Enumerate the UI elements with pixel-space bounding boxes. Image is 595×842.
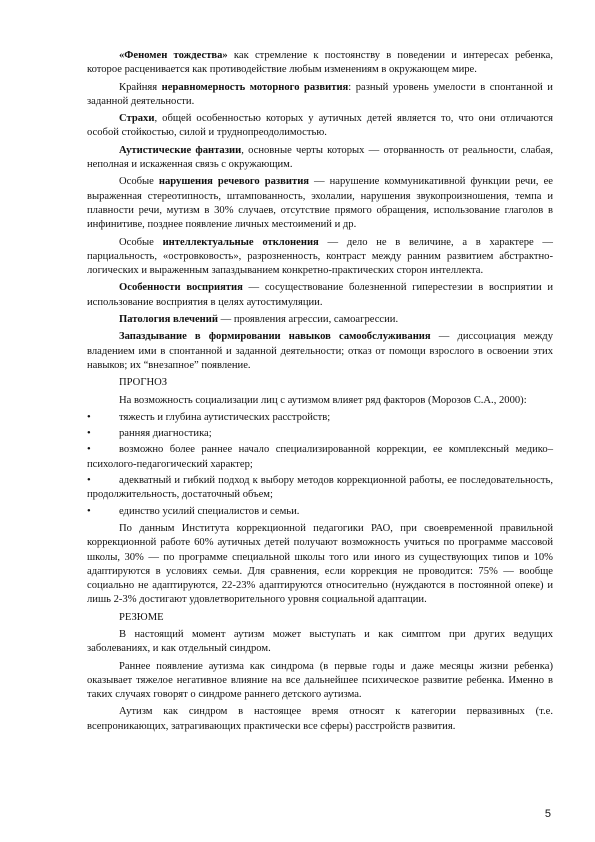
bullet-icon: • (87, 428, 91, 440)
paragraph-fears: Страхи, общей особенностью которых у аутичных детей является то, что они отличаются особой стойкостью, силой и труднопреодолимостью. (87, 113, 553, 139)
term-bold: Страхи (119, 113, 155, 125)
bullet-icon: • (87, 505, 91, 517)
paragraph-statistics: По данным Института коррекционной педагогики РАО, при своевременной правильной коррекционной работе 60% аутичных детей получают возможность учиться по программе массовой школы, 30% — по программе специальной школы того или иного из существующих типов и 10% адаптируются в условиях семьи. Для сравнения, если коррекция не проводится: 75% — вообще социально не адаптируются, 22-23% адаптируются относительно (нуждаются в постоянной опеке) и лишь 2-3% достигают удовлетворительного уровня социальной адаптации. (87, 522, 553, 606)
term-bold: Патология влечений (119, 314, 218, 326)
paragraph-selfcare: Запаздывание в формировании навыков самообслуживания — диссоциация между владением ими в спонтанной и заданной деятельности; отказ от помощи взрослого в освоении этих навыков; их “внезапное” появление. (87, 331, 553, 371)
paragraph-perception: Особенности восприятия — сосуществование болезненной гиперестезии в восприятии и использование восприятия в целях аутостимуляции. (87, 282, 553, 308)
term-bold: Аутистические фантазии (119, 144, 242, 156)
bullet-icon: • (87, 444, 91, 456)
list-item: • ранняя диагностика; (87, 427, 553, 441)
list-item: • тяжесть и глубина аутистических расстройств; (87, 411, 553, 425)
paragraph-intellect: Особые интеллектуальные отклонения — дело не в величине, а в характере — парциальность, «островковость», разрозненность, контраст между ранним развитием абстрактно-логических и выраженным запаздыванием конкретно-практических сторон интеллекта. (87, 236, 553, 277)
paragraph-feomen: «Феномен тождества» как стремление к постоянству в поведении и интересах ребенка, которое расценивается как противодействие любым изменениям в окружающем мире. (87, 50, 553, 76)
paragraph-summary-1: В настоящий момент аутизм может выступать и как симптом при других ведущих заболеваниях, и как отдельный синдром. (87, 628, 553, 655)
bullet-icon: • (87, 411, 91, 423)
term-bold: Особенности восприятия (119, 282, 243, 294)
page-content (87, 49, 553, 737)
term-bold: Запаздывание в формировании навыков самообслуживания (119, 331, 431, 343)
paragraph-motor: Крайняя неравномерность моторного развития: разный уровень умелости в спонтанной и заданной деятельности. (87, 81, 553, 107)
term-bold: нарушения речевого развития (158, 176, 310, 188)
paragraph-speech: Особые нарушения речевого развития — нарушение коммуникативной функции речи, ее выраженная стереотипность, штампованность, эхолалии, нарушения звукопроизношения, темпа и плавности речи, мутизм в 30% случаев, отсутствие прямого обращения, использование глаголов в инфинитиве, позднее появление личных местоимений и др. (87, 176, 553, 231)
paragraph-factors-intro: На возможность социализации лиц с аутизмом влияет ряд факторов (Морозов С.А., 2000): (119, 394, 527, 406)
list-item: • адекватный и гибкий подход к выбору методов коррекционной работы, ее последовательность, продолжительность, достаточный объем; (87, 475, 553, 501)
list-item: • возможно более раннее начало специализированной коррекции, ее комплексный медико–психолого-педагогический характер; (87, 444, 553, 470)
list-item: • единство усилий специалистов и семьи. (87, 505, 553, 519)
term-bold: «Феномен тождества» (119, 50, 228, 61)
page-number: 5 (544, 808, 551, 820)
term-bold: интеллектуальные отклонения (162, 236, 319, 248)
factors-list (87, 411, 553, 519)
paragraph-summary-3: Аутизм как синдром в настоящее время относят к категории первазивных (т.е. всепроникающих, затрагивающих практически все сферы) расстройств развития. (87, 706, 553, 732)
bullet-icon: • (87, 475, 91, 487)
heading-prognosis: ПРОГНОЗ (119, 377, 168, 389)
paragraph-summary-2: Раннее появление аутизма как синдрома (в первые годы и даже месяцы жизни ребенка) оказывает тяжелое негативное влияние на все дальнейшее психическое развитие ребенка. Именно в таких случаях говорят о синдроме раннего детского аутизма. (87, 660, 553, 701)
paragraph-fantasies: Аутистические фантазии, основные черты которых — оторванность от реальности, слабая, неполная и искаженная связь с окружающим. (87, 144, 553, 171)
term-bold: неравномерность моторного развития (161, 81, 349, 93)
heading-summary: РЕЗЮМЕ (119, 611, 164, 623)
paragraph-drives: Патология влечений — проявления агрессии, самоагрессии. (119, 314, 399, 326)
